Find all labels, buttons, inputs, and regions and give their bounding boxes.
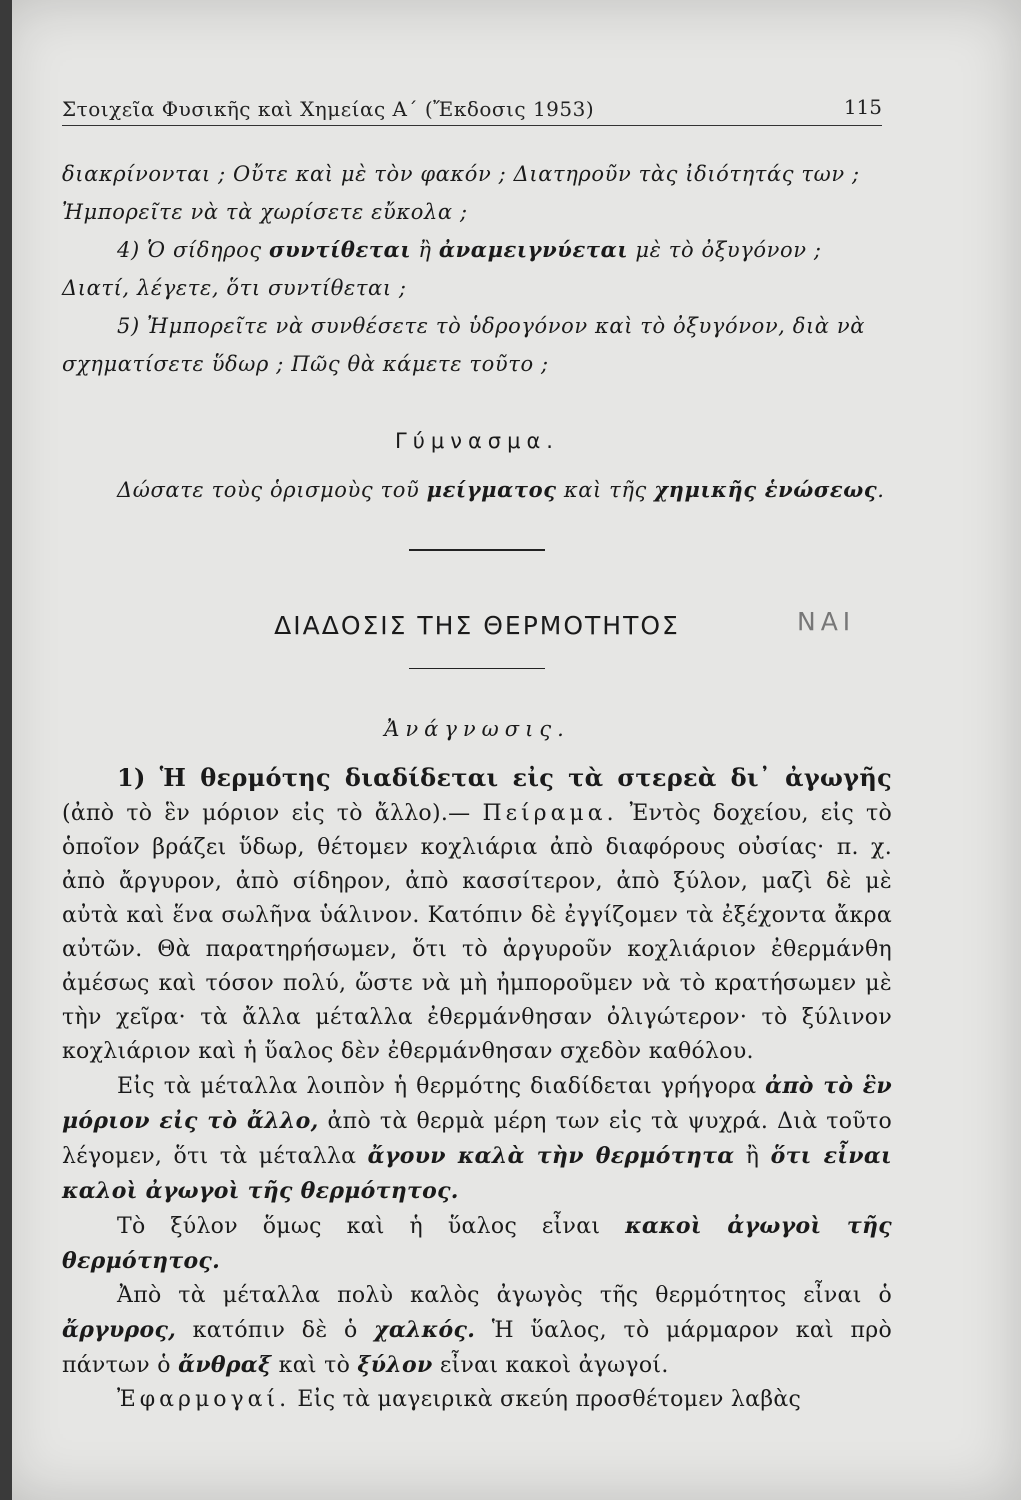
binding-edge bbox=[0, 0, 12, 1500]
reading-paragraph-4 bbox=[62, 1279, 892, 1383]
p4-mid-3: καὶ τὸ bbox=[271, 1353, 358, 1378]
p4-bold-2: χαλκός. bbox=[374, 1317, 476, 1343]
q4-bold-1: συντίθεται bbox=[268, 237, 412, 262]
p3-bold: κακοὶ ἀγωγοὶ τῆς θερμότητος. bbox=[62, 1213, 892, 1274]
exercise-mid: καὶ τῆς bbox=[556, 478, 655, 502]
header-title: Στοιχεῖα Φυσικῆς καὶ Χημείας Α΄ (Ἔκδοσις 1953) bbox=[62, 97, 595, 121]
exercise-prefix: Δώσατε τοὺς ὁρισμοὺς τοῦ bbox=[117, 478, 427, 502]
p2-mid-2: ἢ bbox=[734, 1144, 771, 1169]
exercise-bold-1: μείγματος bbox=[426, 477, 557, 502]
exercise-heading: Γύμνασμα. bbox=[395, 429, 559, 453]
p4-bold-1: ἄργυρος, bbox=[62, 1317, 177, 1343]
p5-text: Εἰς τὰ μαγειρικὰ σκεύη προσθέτομεν λαβὰς bbox=[290, 1387, 802, 1412]
page-number: 115 bbox=[843, 95, 882, 119]
p2-bold-2: ἄγουν καλὰ τὴν θερμότητα bbox=[367, 1143, 735, 1169]
questions-block bbox=[62, 155, 892, 383]
p2-bold-3: ὅτι εἶναι καλοὶ ἀγωγοὶ τῆς θερμότητος. bbox=[62, 1143, 892, 1204]
running-header bbox=[62, 95, 882, 129]
p1-peirama: Πείραμα. bbox=[482, 801, 618, 826]
section-divider-bottom bbox=[409, 668, 545, 670]
exercise-bold-2: χημικῆς ἑνώσεως bbox=[654, 477, 878, 502]
exercise-block bbox=[62, 471, 892, 509]
p3-prefix: Τὸ ξύλον ὅμως καὶ ἡ ὕαλος εἶναι bbox=[117, 1214, 626, 1239]
page-content bbox=[62, 155, 892, 1417]
reading-paragraph-1 bbox=[62, 761, 892, 1069]
question-line-2: Ἠμπορεῖτε νὰ τὰ χωρίσετε εὔκολα ; bbox=[62, 200, 468, 224]
handwritten-note: ΝΑΙ bbox=[797, 606, 856, 636]
question-5: 5) Ἠμπορεῖτε νὰ συνθέσετε τὸ ὑδρογόνον καὶ τὸ ὀξυγόνον, διὰ νὰ σχηματίσετε ὕδωρ ; Πῶς θὰ κάμετε τοῦτο ; bbox=[62, 314, 866, 376]
q4-suffix: μὲ τὸ ὀξυγόνον ; Διατί, λέγετε, ὅτι συντίθεται ; bbox=[62, 238, 822, 300]
p1-paren: (ἀπὸ τὸ ἓν μόριον εἰς τὸ ἄλλο).— bbox=[62, 801, 483, 826]
q4-prefix: 4) Ὁ σίδηρος bbox=[117, 238, 269, 262]
header-rule bbox=[62, 125, 882, 126]
p1-text: Ἐντὸς δοχείου, εἰς τὸ ὁποῖον βράζει ὕδωρ, θέτομεν κοχλιάρια ἀπὸ διαφόρους οὐσίας· π. χ. ἀπὸ ἄργυρον, ἀπὸ σίδηρον, ἀπὸ κασσίτερον, ἀπὸ ξύλον, μαζὶ δὲ μὲ αὐτὰ καὶ ἕνα σωλῆνα ὑάλινον. Κατόπιν δὲ ἐγγίζομεν τὰ ἐξέχοντα ἄκρα αὐτῶν. Θὰ παρατηρήσωμεν, ὅτι τὸ ἀργυροῦν κοχλιάριον ἐθερμάνθη ἀμέσως καὶ τόσον πολύ, ὥστε νὰ μὴ ἠμποροῦμεν νὰ τὸ κρατήσωμεν μὲ τὴν χεῖρα· τὰ ἄλλα μέταλλα ἐθερμάνθησαν ὀλιγώτερον· τὸ ξύλινον κοχλιάριον καὶ ἡ ὕαλος δὲν ἐθερμάνθησαν σχεδὸν καθόλου. bbox=[62, 801, 893, 1064]
p2-prefix: Εἰς τὰ μέταλλα λοιπὸν ἡ θερμότης διαδίδεται γρήγορα bbox=[117, 1074, 766, 1099]
p4-bold-4: ξύλον bbox=[357, 1352, 433, 1378]
reading-body bbox=[62, 761, 892, 1417]
reading-heading: Ἀνάγνωσις. bbox=[384, 717, 570, 741]
question-line-1: διακρίνονται ; Οὔτε καὶ μὲ τὸν φακόν ; Διατηροῦν τὰς ἰδιότητάς των ; bbox=[62, 162, 860, 186]
section-divider-top bbox=[409, 549, 545, 551]
p5-spaced: Ἐφαρμογαί. bbox=[117, 1387, 291, 1412]
p4-prefix: Ἀπὸ τὰ μέταλλα πολὺ καλὸς ἀγωγὸς τῆς θερμότητος εἶναι ὁ bbox=[117, 1283, 892, 1308]
reading-paragraph-5 bbox=[62, 1383, 892, 1417]
exercise-text bbox=[62, 471, 892, 509]
p4-suffix: εἶναι κακοὶ ἀγωγοί. bbox=[432, 1353, 669, 1378]
p4-bold-3: ἄνθραξ bbox=[178, 1352, 272, 1378]
section-title-text: ΔΙΑΔΟΣΙΣ ΤΗΣ ΘΕΡΜΟΤΗΤΟΣ bbox=[274, 610, 680, 640]
p2-bold-1: ἀπὸ τὸ ἓν μόριον εἰς τὸ ἄλλο, bbox=[62, 1073, 892, 1134]
reading-paragraph-3 bbox=[62, 1209, 892, 1279]
q4-bold-2: ἀναμειγνύεται bbox=[438, 237, 629, 262]
section-title bbox=[62, 606, 892, 640]
p4-mid-2: Ἡ ὕαλος, τὸ μάρμαρον καὶ πρὸ πάντων ὁ bbox=[62, 1318, 892, 1378]
q4-mid: ἢ bbox=[411, 238, 439, 262]
reading-paragraph-2 bbox=[62, 1069, 892, 1209]
exercise-suffix: . bbox=[877, 478, 885, 502]
p1-lead: 1) Ἡ θερμότης διαδίδεται εἰς τὰ στερεὰ δι᾽ ἀγωγῆς bbox=[117, 763, 892, 792]
p4-mid-1: κατόπιν δὲ ὁ bbox=[176, 1318, 375, 1343]
p2-mid: ἀπὸ τὰ θερμὰ μέρη των εἰς τὰ ψυχρά. Διὰ τοῦτο λέγομεν, ὅτι τὰ μέταλλα bbox=[62, 1109, 892, 1169]
question-4 bbox=[62, 231, 892, 307]
